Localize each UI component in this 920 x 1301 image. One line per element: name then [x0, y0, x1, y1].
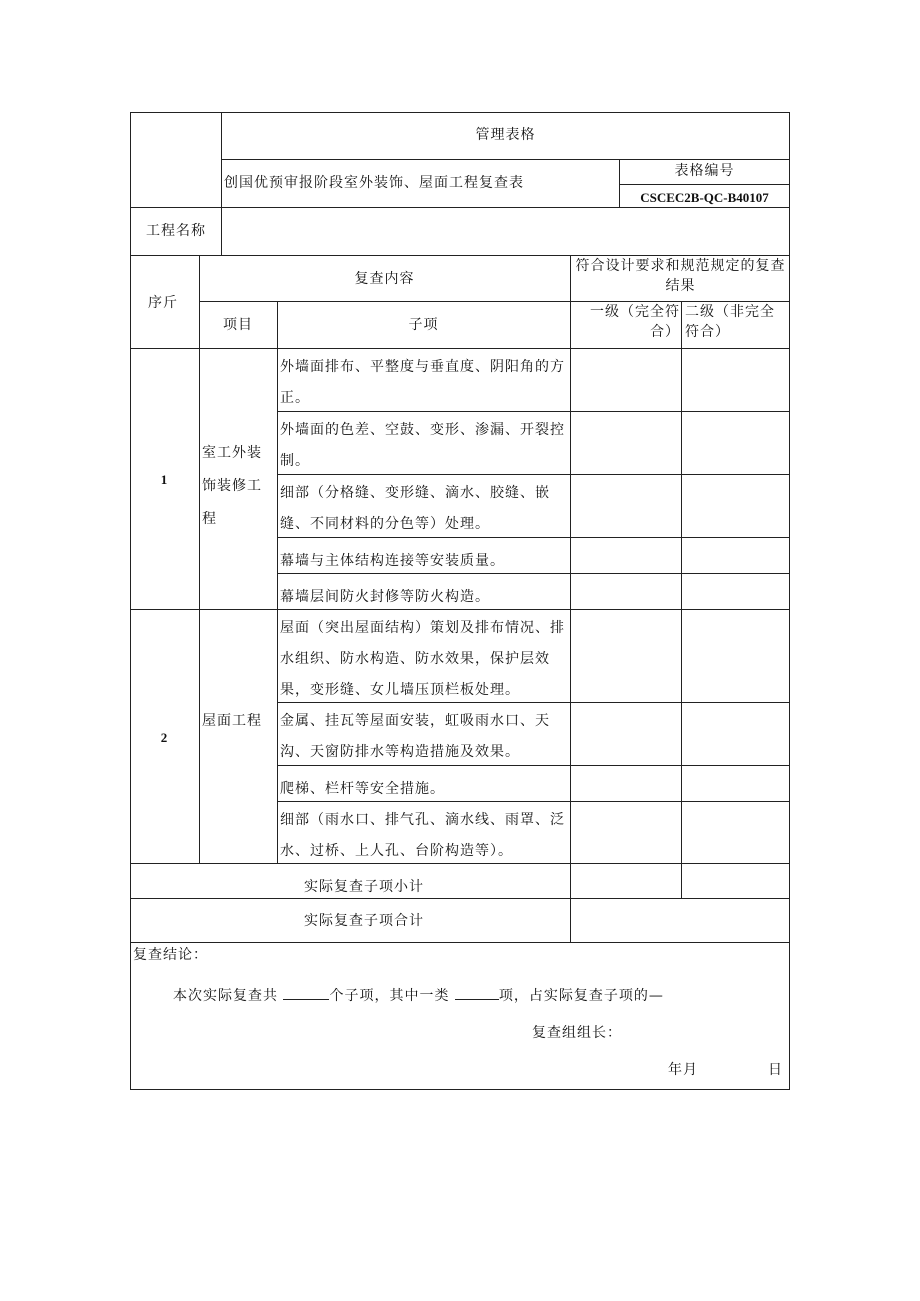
conclusion-text-a: 本次实际复查共 — [173, 988, 278, 1004]
sub-item-row: 外墙面排布、平整度与垂直度、阴阳角的方正。 — [280, 359, 565, 406]
sub-item-row: 幕墙层间防火封修等防火构造。 — [280, 589, 490, 605]
conclusion-text-c: 项，占实际复查子项的— — [498, 988, 664, 1004]
result-header: 符合设计要求和规范规定的复查结果 — [575, 258, 786, 294]
rule — [130, 112, 790, 113]
rule — [570, 255, 571, 942]
rule — [130, 348, 790, 349]
sub-item-row: 外墙面的色差、空鼓、变形、渗漏、开裂控制。 — [280, 422, 565, 469]
management-form-label: 管理表格 — [475, 127, 536, 143]
total-label: 实际复查子项合计 — [304, 913, 424, 929]
item-header: 项目 — [223, 317, 253, 333]
rule — [277, 573, 790, 574]
project-name-label: 工程名称 — [146, 223, 206, 239]
date-year-month: 年月 — [668, 1062, 698, 1078]
section-number: 1 — [160, 472, 169, 487]
sub-item-row: 细部（雨水口、排气孔、滴水线、雨罩、泛水、过桥、上人孔、台阶构造等）。 — [280, 812, 565, 859]
team-leader-label: 复查组组长： — [532, 1025, 622, 1041]
project-name-value[interactable] — [226, 220, 786, 242]
level1-header: 一级（完全符合） — [590, 304, 680, 340]
conclusion-sentence — [173, 985, 664, 1007]
form-number: CSCEC2B-QC-B40107 — [640, 190, 769, 205]
level2-header: 二级（非完全符合） — [685, 304, 775, 340]
sub-item-row: 金属、挂瓦等屋面安装，虹吸雨水口、天沟、天窗防排水等构造措施及效果。 — [280, 713, 550, 760]
section-category: 室工外装饰装修工程 — [202, 445, 262, 527]
rule — [130, 898, 790, 899]
review-content-header: 复查内容 — [354, 271, 415, 287]
conclusion-label: 复查结论： — [133, 947, 208, 963]
sub-item-row: 细部（分格缝、变形缝、滴水、胶缝、嵌缝、不同材料的分色等）处理。 — [280, 485, 550, 532]
count-blank[interactable] — [283, 985, 329, 1000]
rule — [277, 801, 790, 802]
rule — [130, 112, 131, 1090]
sub-item-row: 爬梯、栏杆等安全措施。 — [280, 781, 445, 797]
class-one-blank[interactable] — [455, 985, 499, 1000]
section-number: 2 — [160, 730, 169, 745]
conclusion-text-b: 个子项，其中一类 — [329, 988, 450, 1004]
subtotal-label: 实际复查子项小计 — [304, 879, 424, 895]
rule — [130, 609, 790, 610]
sub-item-header: 子项 — [408, 317, 439, 333]
form-title: 创国优预审报阶段室外装饰、屋面工程复查表 — [224, 175, 524, 191]
rule — [277, 301, 278, 863]
section-category: 屋面工程 — [202, 713, 262, 729]
date-day: 日 — [768, 1062, 783, 1078]
form-number-label: 表格编号 — [674, 163, 735, 179]
rule — [681, 301, 682, 898]
sequence-header: 序斤 — [148, 295, 178, 311]
sub-item-row: 屋面（突出屋面结构）策划及排布情况、排水组织、防水构造、防水效果，保护层效果，变形缝、女儿墙压顶栏板处理。 — [280, 620, 565, 698]
rule — [130, 1089, 790, 1090]
sub-item-row: 幕墙与主体结构连接等安装质量。 — [280, 553, 505, 569]
rule — [199, 255, 200, 863]
rule — [130, 942, 790, 943]
rule — [789, 112, 790, 1090]
rule — [619, 184, 790, 185]
